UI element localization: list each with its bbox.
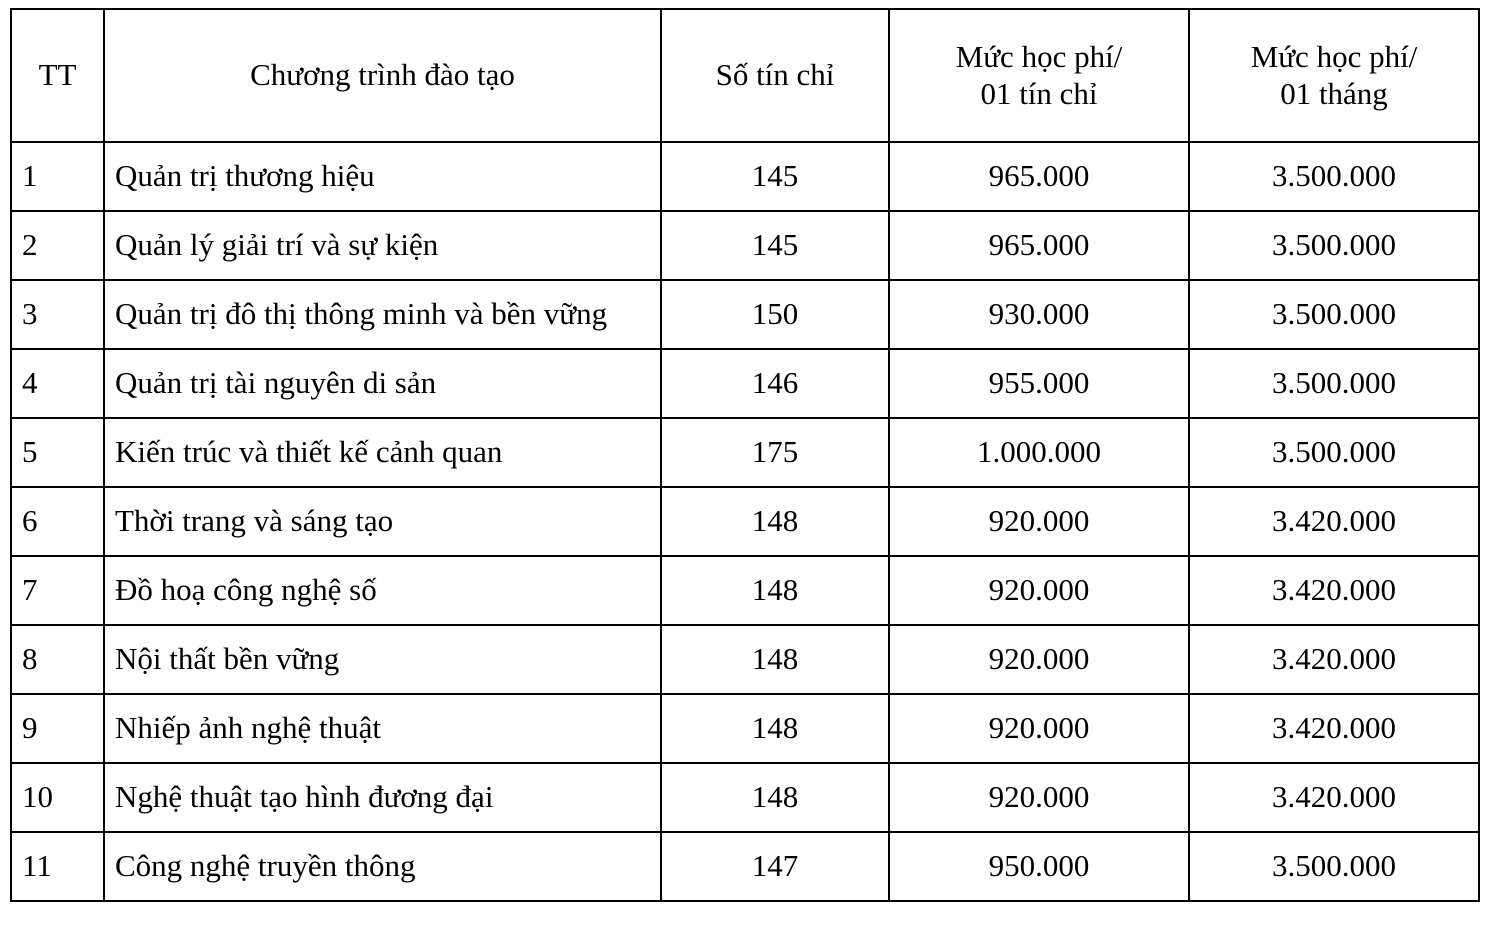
- cell-fee-per-month: 3.500.000: [1189, 349, 1479, 418]
- cell-fee-per-month: 3.420.000: [1189, 487, 1479, 556]
- cell-credits: 148: [661, 694, 889, 763]
- cell-tt: 10: [11, 763, 104, 832]
- cell-tt: 2: [11, 211, 104, 280]
- cell-credits: 148: [661, 625, 889, 694]
- cell-credits: 148: [661, 556, 889, 625]
- cell-credits: 175: [661, 418, 889, 487]
- cell-program: Quản lý giải trí và sự kiện: [104, 211, 661, 280]
- cell-tt: 3: [11, 280, 104, 349]
- cell-fee-per-month: 3.500.000: [1189, 142, 1479, 211]
- cell-program: Thời trang và sáng tạo: [104, 487, 661, 556]
- cell-fee-per-credit: 920.000: [889, 763, 1189, 832]
- table-row: [11, 142, 1479, 211]
- cell-fee-per-credit: 965.000: [889, 142, 1189, 211]
- cell-tt: 9: [11, 694, 104, 763]
- column-header-fee-per-month-line2: 01 tháng: [1280, 75, 1388, 111]
- cell-credits: 145: [661, 142, 889, 211]
- column-header-fee-per-credit-line2: 01 tín chỉ: [980, 75, 1098, 111]
- cell-program: Nội thất bền vững: [104, 625, 661, 694]
- table-row: [11, 832, 1479, 901]
- cell-fee-per-month: 3.500.000: [1189, 280, 1479, 349]
- cell-fee-per-credit: 965.000: [889, 211, 1189, 280]
- table-row: [11, 280, 1479, 349]
- cell-credits: 147: [661, 832, 889, 901]
- cell-fee-per-credit: 930.000: [889, 280, 1189, 349]
- cell-program: Nghệ thuật tạo hình đương đại: [104, 763, 661, 832]
- table-row: [11, 763, 1479, 832]
- cell-tt: 1: [11, 142, 104, 211]
- cell-program: Quản trị tài nguyên di sản: [104, 349, 661, 418]
- table-row: [11, 487, 1479, 556]
- cell-fee-per-credit: 920.000: [889, 625, 1189, 694]
- cell-program: Kiến trúc và thiết kế cảnh quan: [104, 418, 661, 487]
- cell-fee-per-month: 3.420.000: [1189, 625, 1479, 694]
- column-header-credits: Số tín chỉ: [661, 9, 889, 142]
- cell-program: Công nghệ truyền thông: [104, 832, 661, 901]
- table-row: [11, 349, 1479, 418]
- cell-fee-per-credit: 950.000: [889, 832, 1189, 901]
- cell-credits: 150: [661, 280, 889, 349]
- column-header-fee-per-month: [1189, 9, 1479, 142]
- cell-tt: 11: [11, 832, 104, 901]
- table-row: [11, 418, 1479, 487]
- column-header-tt: TT: [11, 9, 104, 142]
- cell-program: Quản trị thương hiệu: [104, 142, 661, 211]
- cell-fee-per-credit: 920.000: [889, 694, 1189, 763]
- cell-fee-per-month: 3.420.000: [1189, 556, 1479, 625]
- cell-fee-per-credit: 920.000: [889, 556, 1189, 625]
- cell-fee-per-month: 3.500.000: [1189, 211, 1479, 280]
- table-row: [11, 694, 1479, 763]
- cell-program: Nhiếp ảnh nghệ thuật: [104, 694, 661, 763]
- table-row: [11, 625, 1479, 694]
- table-row: [11, 211, 1479, 280]
- table-body: [11, 142, 1479, 901]
- column-header-fee-per-month-line1: Mức học phí/: [1250, 38, 1418, 74]
- cell-fee-per-month: 3.420.000: [1189, 763, 1479, 832]
- cell-credits: 145: [661, 211, 889, 280]
- column-header-program: Chương trình đào tạo: [104, 9, 661, 142]
- column-header-fee-per-credit-line1: Mức học phí/: [955, 38, 1123, 74]
- table-row: [11, 556, 1479, 625]
- cell-fee-per-month: 3.500.000: [1189, 418, 1479, 487]
- cell-fee-per-month: 3.420.000: [1189, 694, 1479, 763]
- cell-fee-per-credit: 955.000: [889, 349, 1189, 418]
- cell-program: Quản trị đô thị thông minh và bền vững: [104, 280, 661, 349]
- table-header-row: [11, 9, 1479, 142]
- cell-fee-per-credit: 1.000.000: [889, 418, 1189, 487]
- cell-tt: 4: [11, 349, 104, 418]
- table-header: [11, 9, 1479, 142]
- cell-credits: 148: [661, 487, 889, 556]
- cell-program: Đồ hoạ công nghệ số: [104, 556, 661, 625]
- cell-tt: 8: [11, 625, 104, 694]
- cell-fee-per-month: 3.500.000: [1189, 832, 1479, 901]
- cell-tt: 6: [11, 487, 104, 556]
- column-header-fee-per-credit: [889, 9, 1189, 142]
- cell-credits: 146: [661, 349, 889, 418]
- cell-fee-per-credit: 920.000: [889, 487, 1189, 556]
- tuition-fee-table: [10, 8, 1480, 902]
- cell-tt: 5: [11, 418, 104, 487]
- cell-tt: 7: [11, 556, 104, 625]
- cell-credits: 148: [661, 763, 889, 832]
